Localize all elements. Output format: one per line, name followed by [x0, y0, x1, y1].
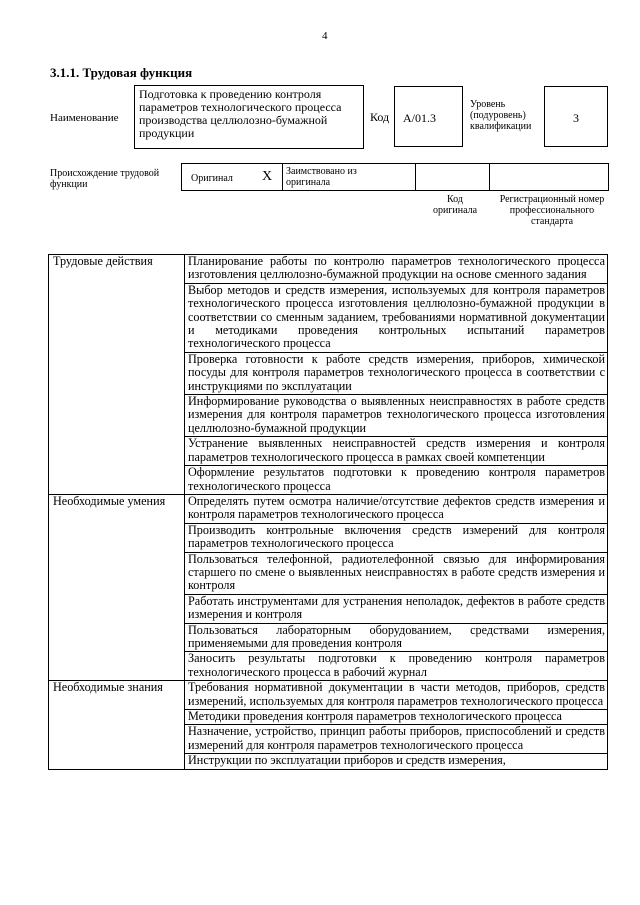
divider — [489, 164, 490, 190]
table-row — [49, 494, 608, 523]
item-cell: Планирование работы по контролю параметров технологического процесса изготовления целлюлозно-бумажной продукции на основе сменного задания — [185, 255, 608, 284]
item-cell: Пользоваться лабораторным оборудованием, средствами измерения, применяемыми для проведения контроля — [185, 623, 608, 652]
item-cell: Назначение, устройство, принцип работы приборов, приспособлений и средств измерений для контроля параметров технологического процесса — [185, 725, 608, 754]
name-value-box — [134, 85, 364, 149]
item-cell: Методики проведения контроля параметров технологического процесса — [185, 710, 608, 725]
category-cell: Трудовые действия — [49, 255, 185, 495]
code-value-box — [394, 86, 463, 147]
item-cell: Пользоваться телефонной, радиотелефонной связью для информирования старшего по смене о выявленных неисправностях в работе средств измерения и контроля — [185, 552, 608, 594]
category-cell: Необходимые умения — [49, 494, 185, 680]
level-value: 3 — [573, 111, 579, 125]
code-value: А/01.3 — [403, 111, 436, 125]
divider — [415, 164, 416, 190]
level-value-box — [544, 86, 608, 147]
borrowed-label: Заимствовано из оригинала — [286, 166, 357, 188]
original-mark: X — [262, 169, 273, 184]
level-label: Уровень (подуровень) квалификации — [470, 99, 532, 132]
origin-label: Происхождение трудовой функции — [50, 168, 160, 190]
origin-box — [181, 163, 609, 191]
function-table — [48, 254, 608, 770]
table-row — [49, 681, 608, 710]
code-caption: Код оригинала — [432, 194, 478, 216]
name-label: Наименование — [50, 112, 119, 124]
item-cell: Определять путем осмотра наличие/отсутствие дефектов средств измерения и контроля параметров технологического процесса — [185, 494, 608, 523]
item-cell: Производить контрольные включения средств измерений для контроля параметров технологического процесса — [185, 523, 608, 552]
divider — [282, 164, 283, 190]
item-cell: Оформление результатов подготовки к проведению контроля параметров технологического процесса — [185, 466, 608, 495]
item-cell: Проверка готовности к работе средств измерения, приборов, химической посуды для контроля параметров технологического процесса в соответствии с инструкциями по эксплуатации — [185, 352, 608, 394]
item-cell: Требования нормативной документации в части методов, приборов, средств измерений, используемых для контроля параметров технологического процесса — [185, 681, 608, 710]
item-cell: Информирование руководства о выявленных неисправностях в работе средств измерения для контроля параметров технологического процесса изготовления целлюлозно-бумажной продукции — [185, 395, 608, 437]
item-cell: Работать инструментами для устранения неполадок, дефектов в работе средств измерения и контроля — [185, 594, 608, 623]
name-value: Подготовка к проведению контроля параметров технологического процесса производства целлюлозно-бумажной продукции — [139, 87, 342, 140]
reg-caption: Регистрационный номер профессионального стандарта — [499, 194, 605, 227]
item-cell: Устранение выявленных неисправностей средств измерения и контроля параметров технологического процесса в рамках своей компетенции — [185, 437, 608, 466]
original-label: Оригинал — [191, 173, 233, 184]
item-cell: Заносить результаты подготовки к проведению контроля параметров технологического процесса в рабочий журнал — [185, 652, 608, 681]
item-cell: Инструкции по эксплуатации приборов и средств измерения, — [185, 754, 608, 769]
section-title: 3.1.1. Трудовая функция — [50, 65, 193, 80]
item-cell: Выбор методов и средств измерения, используемых для контроля параметров технологического процесса изготовления целлюлозно-бумажной продукции в соответствии со сменным заданием, требованиями нормативной документации и методиками проведения контрольных испытаний параметров технологического процесса — [185, 283, 608, 352]
category-cell: Необходимые знания — [49, 681, 185, 769]
page-number: 4 — [322, 30, 328, 42]
table-row — [49, 255, 608, 284]
code-label: Код — [370, 110, 390, 124]
